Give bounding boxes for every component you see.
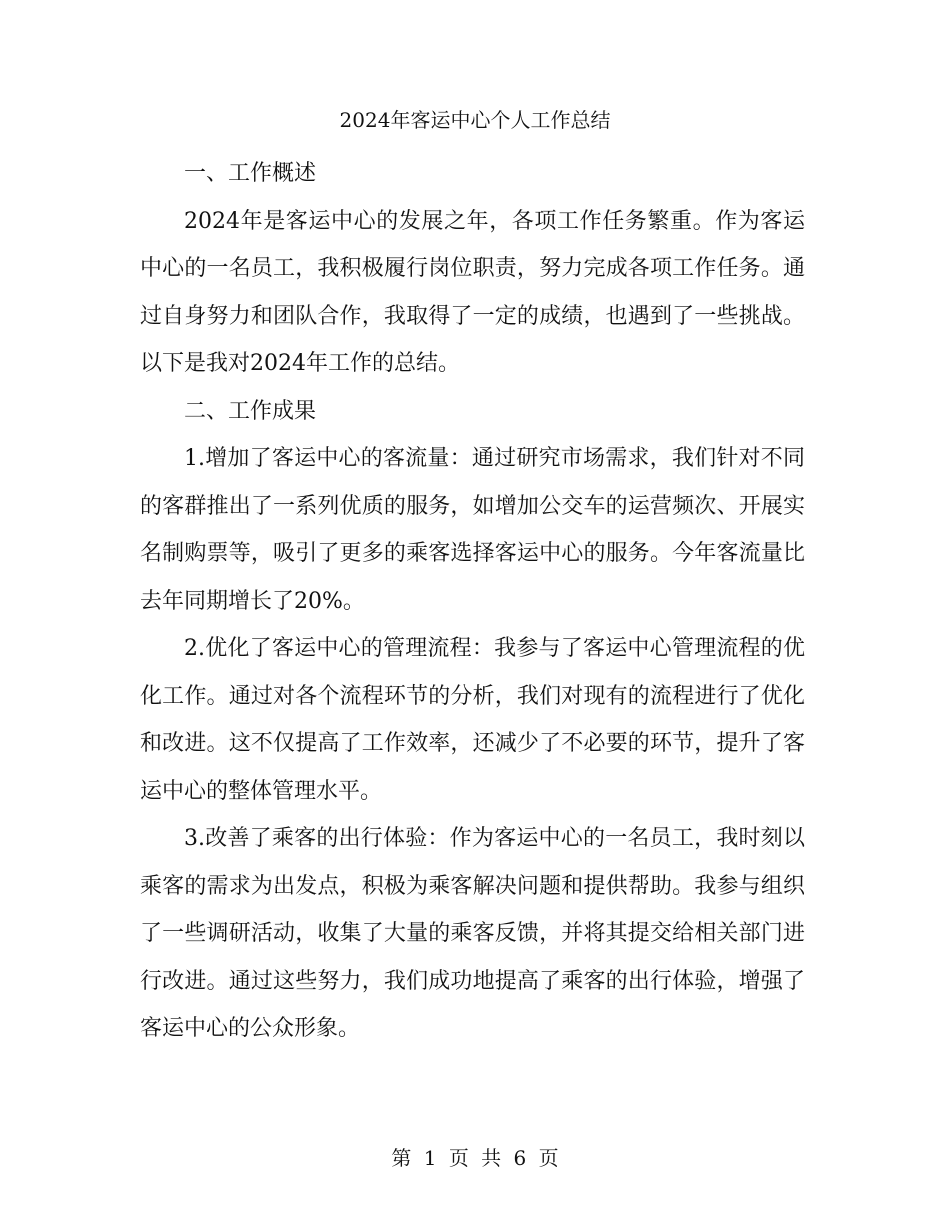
page-number-footer: 第 1 页 共 6 页 (391, 1146, 559, 1170)
paragraph-result-3: 3.改善了乘客的出行体验：作为客运中心的一名员工，我时刻以乘客的需求为出发点，积极为乘客解决问题和提供帮助。我参与组织了一些调研活动，收集了大量的乘客反馈，并将其提交给相关部门进行改进。通过这些努力，我们成功地提高了乘客的出行体验，增强了客运中心的公众形象。 (140, 826, 805, 1041)
section-heading-overview: 一、工作概述 (184, 161, 317, 186)
paragraph-overview: 2024年是客运中心的发展之年，各项工作任务繁重。作为客运中心的一名员工，我积极履行岗位职责，努力完成各项工作任务。通过自身努力和团队合作，我取得了一定的成绩，也遇到了一些挑战。以下是我对2024年工作的总结。 (140, 208, 805, 376)
paragraph-result-1: 1.增加了客运中心的客流量：通过研究市场需求，我们针对不同的客群推出了一系列优质的服务，如增加公交车的运营频次、开展实名制购票等，吸引了更多的乘客选择客运中心的服务。今年客流量比去年同期增长了20%。 (140, 446, 805, 614)
document-title: 2024年客运中心个人工作总结 (339, 108, 611, 132)
paragraph-result-2: 2.优化了客运中心的管理流程：我参与了客运中心管理流程的优化工作。通过对各个流程环节的分析，我们对现有的流程进行了优化和改进。这不仅提高了工作效率，还减少了不必要的环节，提升了客运中心的整体管理水平。 (140, 636, 805, 804)
document-body (140, 150, 805, 1053)
section-heading-results: 二、工作成果 (184, 398, 317, 424)
